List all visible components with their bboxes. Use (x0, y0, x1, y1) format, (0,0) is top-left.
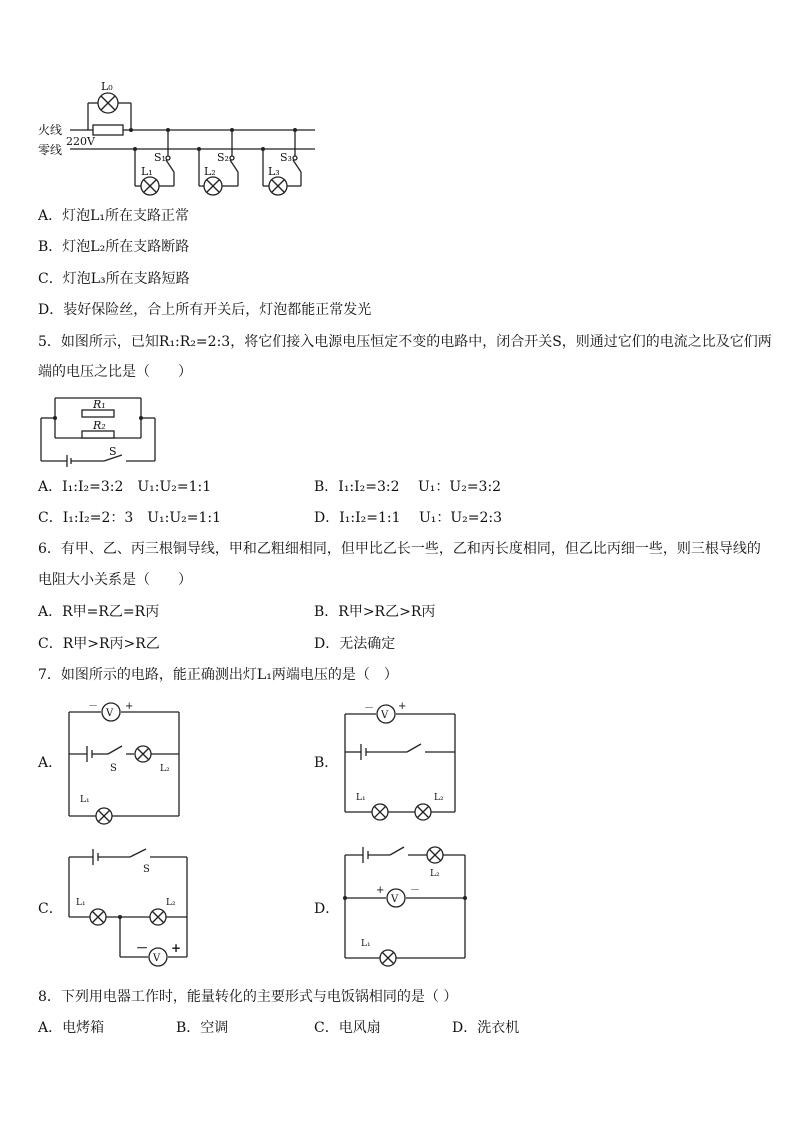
q4-option-b: B．灯泡L₂所在支路断路 (38, 239, 190, 255)
q6-option-b: B．R甲>R乙>R丙 (314, 604, 436, 620)
svg-text:L₂: L₂ (430, 869, 440, 879)
q8-option-c: C．电风扇 (314, 1020, 381, 1036)
branch-l3-label: L₃ (268, 165, 280, 178)
branch-l1-label: L₁ (141, 165, 153, 178)
svg-text:－: － (410, 885, 420, 896)
svg-text:V: V (381, 710, 389, 721)
svg-text:L₁: L₁ (356, 793, 366, 803)
svg-text:V: V (106, 708, 114, 719)
svg-text:S: S (110, 763, 117, 774)
fire-line-label: 火线 (38, 123, 63, 137)
q7-option-d-label: D． (314, 901, 340, 917)
q5-option-d: D．I₁:I₂=1:1 U₁：U₂=2:3 (314, 510, 503, 526)
q7-option-c-label: C． (38, 901, 63, 917)
switch-s3-label: S₃ (280, 151, 292, 164)
q6-stem-line2: 电阻大小关系是（ ） (38, 572, 192, 588)
q6-option-a: A．R甲=R乙=R丙 (38, 604, 160, 620)
svg-text:+: + (376, 885, 385, 896)
q5-option-a: A．I₁:I₂=3:2 U₁:U₂=1:1 (38, 479, 212, 495)
svg-text:L₂: L₂ (434, 793, 444, 803)
svg-text:S: S (143, 864, 150, 875)
svg-text:V: V (153, 953, 161, 964)
svg-text:L₁: L₁ (80, 795, 90, 805)
svg-text:L₁: L₁ (361, 939, 371, 949)
svg-text:+: + (171, 941, 182, 955)
r2-label: R₂ (93, 419, 106, 432)
svg-text:+: + (125, 701, 134, 712)
svg-text:－: － (136, 941, 149, 955)
q6-stem-line1: 6．有甲、乙、丙三根铜导线，甲和乙粗细相同，但甲比乙长一些，乙和丙长度相同，但乙比丙细一些，则三根导线的 (38, 541, 761, 557)
q8-option-d: D．洗衣机 (452, 1020, 520, 1036)
q5-switch-label: S (109, 445, 117, 458)
q7-stem: 7．如图所示的电路，能正确测出灯L₁两端电压的是（ ） (38, 667, 398, 683)
q6-option-c: C．R甲>R丙>R乙 (38, 636, 160, 652)
svg-text:L₂: L₂ (160, 764, 170, 774)
q5-option-c: C．I₁:I₂=2：3 U₁:U₂=1:1 (38, 510, 222, 526)
q4-option-d: D．装好保险丝，合上所有开关后，灯泡都能正常发光 (38, 302, 372, 318)
svg-text:V: V (391, 894, 399, 905)
q5-option-b: B．I₁:I₂=3:2 U₁：U₂=3:2 (314, 479, 502, 495)
svg-text:－: － (88, 701, 98, 712)
q4-option-a: A．灯泡L₁所在支路正常 (38, 208, 190, 224)
switch-s2-label: S₂ (217, 151, 229, 164)
q5-stem-line2: 端的电压之比是（ ） (38, 364, 192, 380)
l0-label: L₀ (101, 80, 113, 93)
svg-text:L₂: L₂ (166, 898, 176, 908)
voltage-label: 220V (66, 135, 95, 148)
svg-text:+: + (398, 701, 407, 712)
switch-s1-label: S₁ (154, 151, 166, 164)
q4-option-c: C．灯泡L₃所在支路短路 (38, 271, 190, 287)
q8-option-b: B．空调 (176, 1020, 229, 1036)
neutral-line-label: 零线 (38, 143, 63, 157)
q7-option-a-label: A． (38, 755, 63, 771)
q8-stem: 8．下列用电器工作时，能量转化的主要形式与电饭锅相同的是（ ） (38, 989, 458, 1005)
q5-stem-line1: 5．如图所示，已知R₁:R₂=2:3，将它们接入电源电压恒定不变的电路中，闭合开关S，则通过它们的电流之比及它们两 (38, 334, 772, 350)
q6-option-d: D．无法确定 (314, 636, 396, 652)
q8-option-a: A．电烤箱 (38, 1020, 105, 1036)
svg-text:－: － (364, 703, 374, 714)
q7-option-b-label: B． (314, 755, 339, 771)
svg-text:L₁: L₁ (76, 898, 86, 908)
branch-l2-label: L₂ (204, 165, 216, 178)
r1-label: R₁ (93, 398, 106, 411)
